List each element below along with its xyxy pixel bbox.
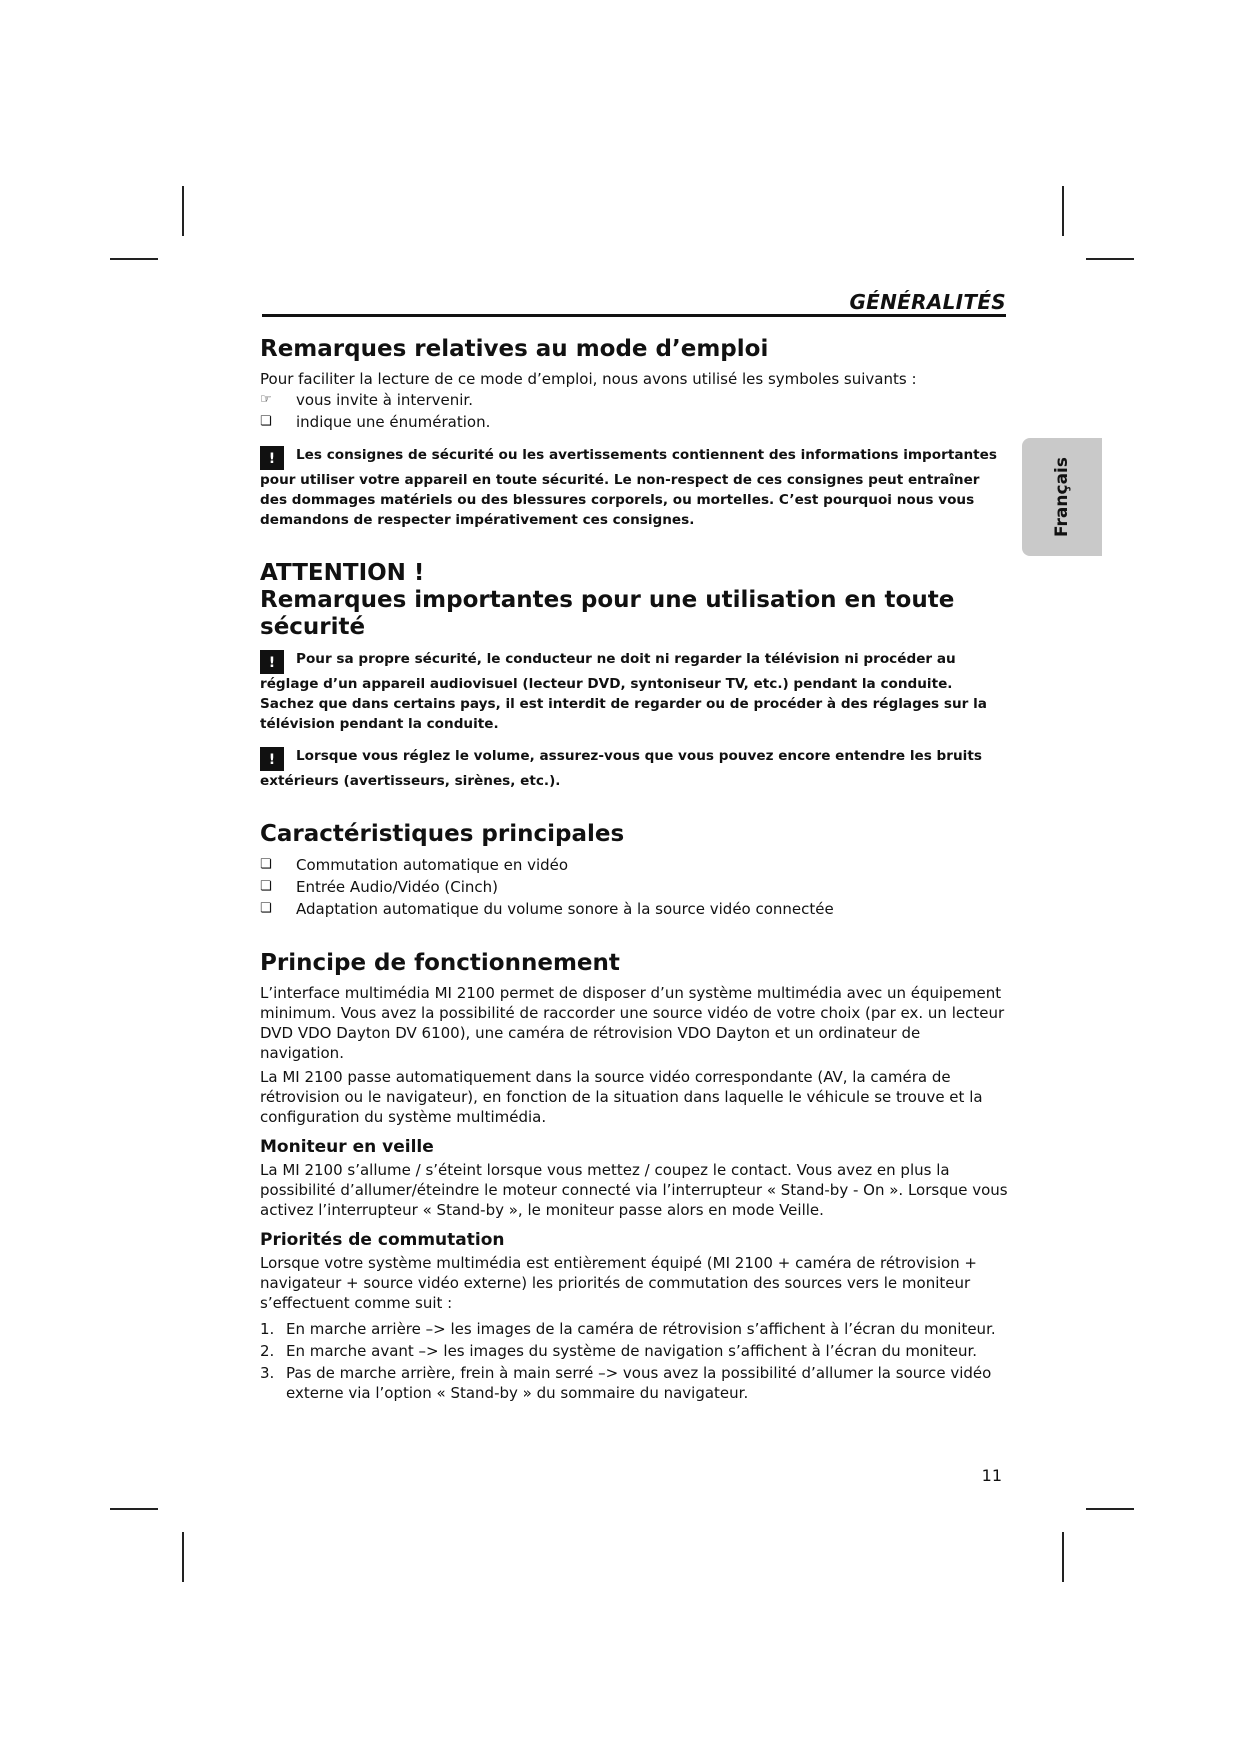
crop-mark-bottom-left-vertical	[182, 1532, 184, 1582]
list-number: 3.	[260, 1364, 275, 1382]
feature-text: Adaptation automatique du volume sonore à la source vidéo connectée	[296, 900, 834, 918]
list-item	[260, 876, 1008, 898]
crop-mark-top-right-vertical	[1062, 186, 1064, 236]
list-text: En marche avant –> les images du système de navigation s’affichent à l’écran du moniteur.	[286, 1342, 978, 1360]
list-number: 2.	[260, 1342, 275, 1360]
notes-heading: Remarques relatives au mode d’emploi	[260, 336, 769, 362]
language-tab-label: Français	[1052, 457, 1072, 537]
principle-paragraph-1: L’interface multimédia MI 2100 permet de disposer d’un système multimédia avec un équipement minimum. Vous avez la possibilité de raccorder une source vidéo de votre choix (par ex. un lecteur DVD VDO Dayton DV 6100), une caméra de rétrovision VDO Dayton et un ordinateur de navigation.	[260, 984, 1005, 1062]
symbol-box-row	[260, 411, 1008, 433]
list-item	[260, 1363, 1008, 1403]
standby-heading: Moniteur en veille	[260, 1137, 434, 1157]
priority-paragraph: Lorsque votre système multimédia est entièrement équipé (MI 2100 + caméra de rétrovision + navigateur + source vidéo externe) les priorités de commutation des sources vers le moniteur s’effectuent comme suit :	[260, 1254, 978, 1312]
warning-triangle-icon: !	[260, 446, 284, 470]
crop-mark-top-right-horizontal	[1086, 258, 1134, 260]
safety-warning-text: Les consignes de sécurité ou les avertissements contiennent des informations importantes pour utiliser votre appareil en toute sécurité. Le non-respect de ces consignes peut entraîner des dommages matériels ou des blessures corporels, ou mortelles. C’est pourquoi nous vous demandons de respecter impérativement ces consignes.	[260, 447, 997, 528]
list-text: En marche arrière –> les images de la caméra de rétrovision s’affichent à l’écran du moniteur.	[286, 1320, 996, 1338]
pointing-hand-icon: ☞	[260, 392, 272, 407]
square-bullet-icon: ❏	[260, 857, 272, 872]
standby-paragraph: La MI 2100 s’allume / s’éteint lorsque vous mettez / coupez le contact. Vous avez en plus la possibilité d’allumer/éteindre le moteur connecté via l’interrupteur « Stand-by - On ». Lorsque vous activez l’interrupteur « Stand-by », le moniteur passe alors en mode Veille.	[260, 1161, 1008, 1219]
feature-text: Entrée Audio/Vidéo (Cinch)	[296, 878, 499, 896]
principle-section	[260, 950, 1008, 1403]
principle-paragraph-2: La MI 2100 passe automatiquement dans la source vidéo correspondante (AV, la caméra de rétrovision ou le navigateur), en fonction de la situation dans laquelle le véhicule se trouve et la configuration du système multimédia.	[260, 1068, 983, 1126]
symbol-box-text: indique une énumération.	[296, 413, 491, 431]
list-text: Pas de marche arrière, frein à main serré –> vous avez la possibilité d’allumer la source vidéo externe via l’option « Stand-by » du sommaire du navigateur.	[286, 1364, 992, 1402]
crop-mark-bottom-right-vertical	[1062, 1532, 1064, 1582]
features-heading: Caractéristiques principales	[260, 821, 625, 847]
page-content	[260, 336, 1008, 1405]
symbol-hand-row	[260, 389, 1008, 411]
square-bullet-icon: ❏	[260, 414, 272, 429]
header-rule	[262, 314, 1006, 317]
list-item	[260, 1319, 1008, 1339]
volume-warning-text: Lorsque vous réglez le volume, assurez-vous que vous pouvez encore entendre les bruits extérieurs (avertisseurs, sirènes, etc.).	[260, 748, 982, 789]
symbol-hand-text: vous invite à intervenir.	[296, 391, 473, 409]
crop-mark-bottom-right-horizontal	[1086, 1508, 1134, 1510]
warning-triangle-icon: !	[260, 747, 284, 771]
page-number: 11	[981, 1466, 1002, 1485]
safety-warning	[260, 445, 1008, 530]
square-bullet-icon: ❏	[260, 901, 272, 916]
list-item	[260, 1341, 1008, 1361]
crop-mark-top-left-horizontal	[110, 258, 158, 260]
list-item	[260, 854, 1008, 876]
feature-text: Commutation automatique en vidéo	[296, 856, 569, 874]
attention-subheading: Remarques importantes pour une utilisation en toute sécurité	[260, 587, 955, 640]
notes-intro: Pour faciliter la lecture de ce mode d’emploi, nous avons utilisé les symboles suivants :	[260, 370, 917, 388]
volume-warning	[260, 746, 1008, 791]
features-section	[260, 821, 1008, 920]
list-item	[260, 898, 1008, 920]
attention-section	[260, 560, 1008, 791]
priority-list	[260, 1319, 1008, 1403]
language-tab	[1022, 438, 1102, 556]
principle-heading: Principe de fonctionnement	[260, 950, 620, 976]
square-bullet-icon: ❏	[260, 879, 272, 894]
crop-mark-top-left-vertical	[182, 186, 184, 236]
warning-triangle-icon: !	[260, 650, 284, 674]
priority-heading: Priorités de commutation	[260, 1230, 505, 1250]
section-header: GÉNÉRALITÉS	[849, 290, 1006, 314]
list-number: 1.	[260, 1320, 275, 1338]
driver-warning-text: Pour sa propre sécurité, le conducteur ne doit ni regarder la télévision ni procéder au réglage d’un appareil audiovisuel (lecteur DVD, syntoniseur TV, etc.) pendant la conduite. Sachez que dans certains pays, il est interdit de regarder ou de procéder à des réglages sur la télévision pendant la conduite.	[260, 651, 987, 732]
attention-heading: ATTENTION !	[260, 560, 425, 586]
crop-mark-bottom-left-horizontal	[110, 1508, 158, 1510]
driver-warning	[260, 649, 1008, 734]
